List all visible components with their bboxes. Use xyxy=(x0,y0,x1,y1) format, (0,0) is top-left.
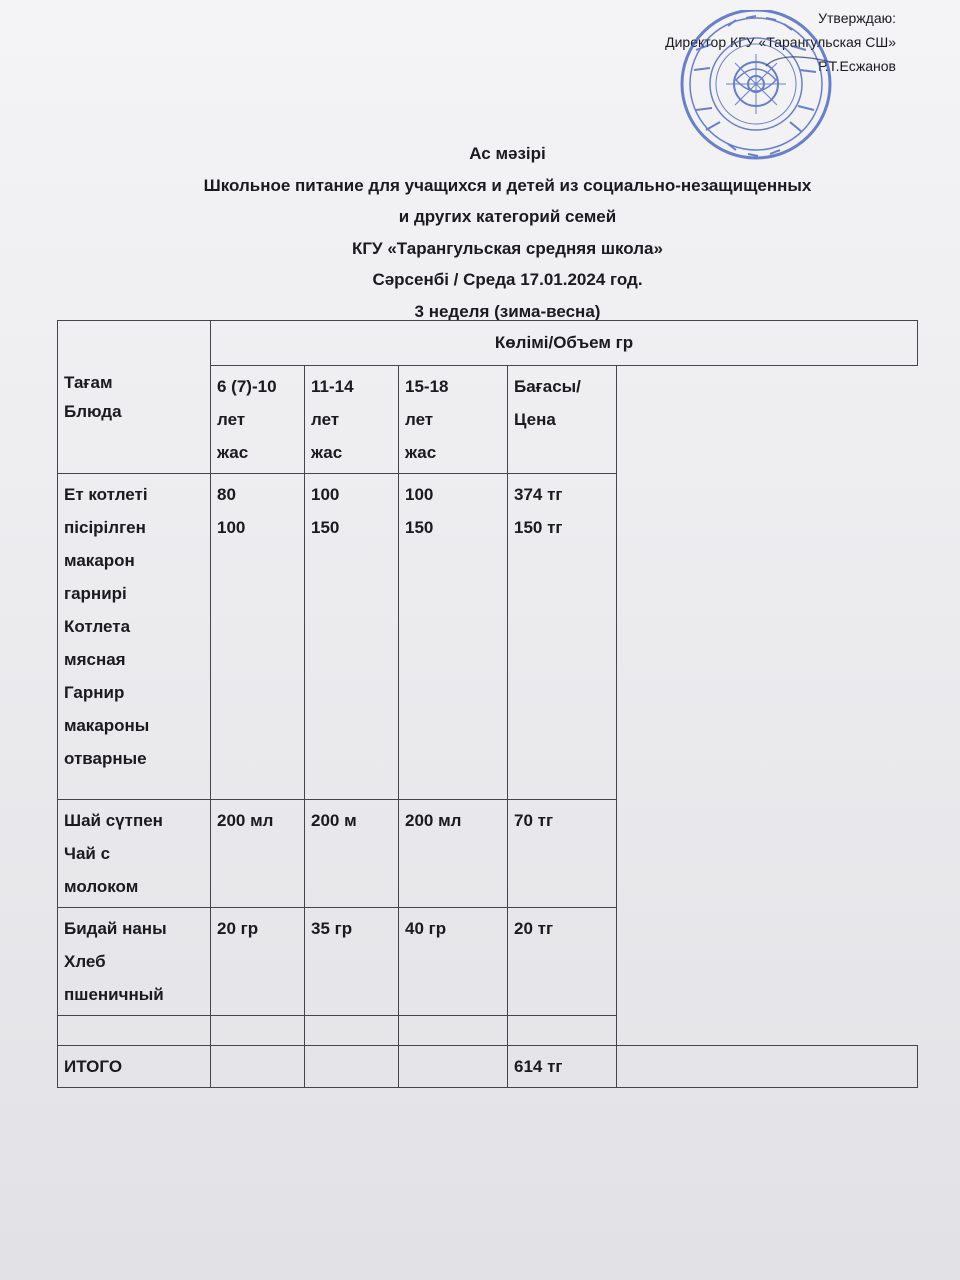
dish-text: молоком xyxy=(64,877,139,896)
col-header-age-1 xyxy=(211,366,305,474)
volume-cell: 35 гр xyxy=(305,908,399,1016)
empty-cell xyxy=(211,1016,305,1046)
dish-text: мясная xyxy=(64,650,126,669)
dish-header-ru: Блюда xyxy=(64,402,122,421)
volume-value: 150 xyxy=(311,518,340,537)
total-price: 614 тг xyxy=(508,1046,617,1088)
col-header-text: лет xyxy=(217,410,246,429)
volume-value: 100 xyxy=(405,485,434,504)
approval-line-1: Утверждаю: xyxy=(818,10,896,26)
col-header-text: Бағасы/ xyxy=(514,377,581,396)
empty-cell xyxy=(508,1016,617,1046)
header-row-1 xyxy=(58,321,918,366)
title-line-5: Сәрсенбі / Среда 17.01.2024 год. xyxy=(372,270,643,289)
dish-text: макарон xyxy=(64,551,135,570)
col-header-age-2 xyxy=(305,366,399,474)
empty-cell xyxy=(399,1046,508,1088)
col-header-text: жас xyxy=(217,443,249,462)
dish-text: Гарнир xyxy=(64,683,125,702)
dish-text: отварные xyxy=(64,749,147,768)
col-header-text: жас xyxy=(311,443,343,462)
dish-text: Чай с xyxy=(64,844,111,863)
total-label: ИТОГО xyxy=(58,1046,211,1088)
total-row xyxy=(58,1046,918,1088)
title-block xyxy=(0,138,960,327)
volume-value: 100 xyxy=(217,518,246,537)
menu-table xyxy=(57,320,918,1088)
volume-cell: 200 мл xyxy=(399,800,508,908)
col-header-text: Цена xyxy=(514,410,556,429)
volume-value: 150 xyxy=(405,518,434,537)
empty-cell xyxy=(58,1016,211,1046)
dish-text: пшеничный xyxy=(64,985,164,1004)
volume-cell xyxy=(305,474,399,800)
empty-cell xyxy=(617,1046,918,1088)
title-line-2: Школьное питание для учащихся и детей из социально-незащищенных xyxy=(203,175,812,195)
empty-cell xyxy=(305,1016,399,1046)
title-line-4: КГУ «Тарангульская средняя школа» xyxy=(352,238,663,258)
col-header-text: жас xyxy=(405,443,437,462)
price-value: 374 тг xyxy=(514,485,563,504)
price-cell xyxy=(508,474,617,800)
dish-text: гарнирі xyxy=(64,584,127,603)
col-header-text: 6 (7)-10 xyxy=(217,377,277,396)
dish-cell xyxy=(58,474,211,800)
volume-value: 100 xyxy=(311,485,340,504)
price-value: 150 тг xyxy=(514,518,563,537)
dish-header-kz: Тағам xyxy=(64,373,113,392)
empty-column xyxy=(617,366,918,1046)
approval-line-2: Директор КГУ «Тарангульская СШ» xyxy=(665,34,896,50)
col-header-text: лет xyxy=(311,410,340,429)
empty-cell xyxy=(399,1016,508,1046)
dish-text: Шай сүтпен xyxy=(64,811,163,830)
title-line-1: Ас мәзірі xyxy=(469,144,546,163)
col-header-text: 15-18 xyxy=(405,377,449,396)
dish-text: Хлеб xyxy=(64,952,106,971)
volume-cell xyxy=(399,474,508,800)
dish-cell xyxy=(58,908,211,1016)
col-header-price xyxy=(508,366,617,474)
price-cell: 20 тг xyxy=(508,908,617,1016)
volume-cell: 40 гр xyxy=(399,908,508,1016)
col-header-text: 11-14 xyxy=(311,377,354,396)
dish-text: пісірілген xyxy=(64,518,146,537)
title-line-6: 3 неделя (зима-весна) xyxy=(414,301,601,321)
volume-header: Көлімі/Объем гр xyxy=(211,321,918,366)
dish-text: Котлета xyxy=(64,617,131,636)
volume-cell: 20 гр xyxy=(211,908,305,1016)
volume-cell xyxy=(211,474,305,800)
empty-cell xyxy=(211,1046,305,1088)
title-line-3: и других категорий семей xyxy=(398,207,617,226)
volume-value: 80 xyxy=(217,485,236,504)
col-header-text: лет xyxy=(405,410,434,429)
approval-line-3: Р.Т.Есжанов xyxy=(818,58,896,74)
volume-cell: 200 м xyxy=(305,800,399,908)
dish-text: Ет котлеті xyxy=(64,485,148,504)
dish-cell xyxy=(58,800,211,908)
col-header-age-3 xyxy=(399,366,508,474)
volume-cell: 200 мл xyxy=(211,800,305,908)
empty-cell xyxy=(305,1046,399,1088)
dish-header-cell xyxy=(58,321,211,474)
dish-text: макароны xyxy=(64,716,150,735)
price-cell: 70 тг xyxy=(508,800,617,908)
dish-text: Бидай наны xyxy=(64,919,167,938)
